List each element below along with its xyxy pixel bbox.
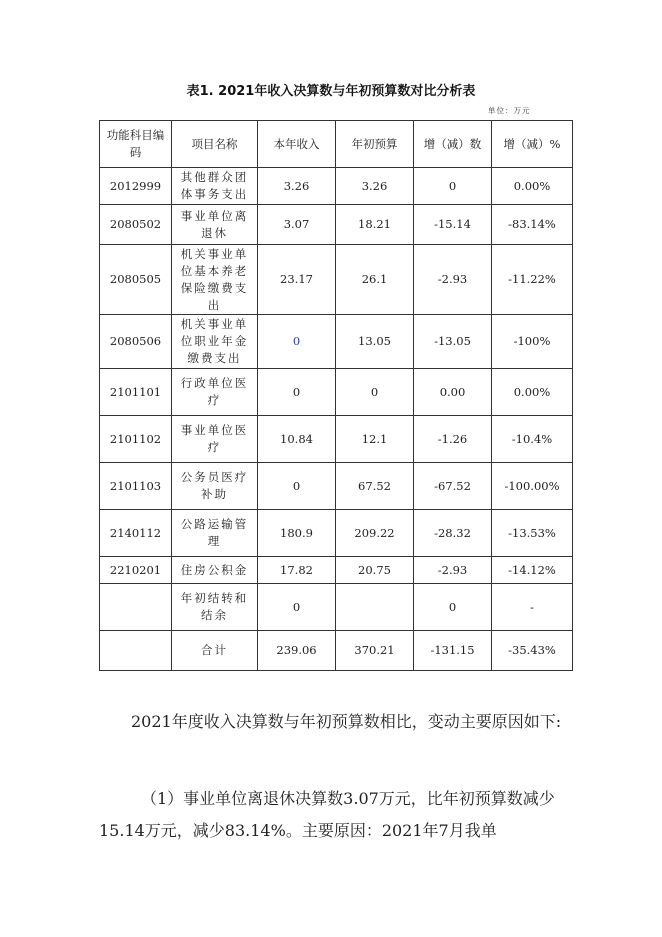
cell-change-percent: -11.22% xyxy=(492,245,573,315)
header-income: 本年收入 xyxy=(258,121,336,168)
table-row xyxy=(100,463,573,510)
table-row xyxy=(100,315,573,369)
cell-budget xyxy=(336,584,414,631)
cell-budget: 18.21 xyxy=(336,205,414,245)
cell-change-percent: - xyxy=(492,584,573,631)
header-change-percent: 增（减）% xyxy=(492,121,573,168)
cell-code: 2012999 xyxy=(100,168,172,205)
cell-change: 0 xyxy=(414,584,492,631)
cell-code: 2140112 xyxy=(100,510,172,557)
cell-code: 2080505 xyxy=(100,245,172,315)
cell-code xyxy=(100,584,172,631)
cell-code: 2080506 xyxy=(100,315,172,369)
cell-budget: 20.75 xyxy=(336,557,414,584)
cell-income: 10.84 xyxy=(258,416,336,463)
cell-income: 23.17 xyxy=(258,245,336,315)
cell-budget: 67.52 xyxy=(336,463,414,510)
table-row xyxy=(100,369,573,416)
cell-change-percent: 0.00% xyxy=(492,369,573,416)
cell-change-percent: 0.00% xyxy=(492,168,573,205)
table-row xyxy=(100,205,573,245)
table-row xyxy=(100,557,573,584)
cell-code: 2101103 xyxy=(100,463,172,510)
cell-item-name: 事业单位医疗 xyxy=(172,416,258,463)
cell-change: 0 xyxy=(414,168,492,205)
cell-change: -15.14 xyxy=(414,205,492,245)
cell-item-name: 公务员医疗补助 xyxy=(172,463,258,510)
cell-income: 17.82 xyxy=(258,557,336,584)
cell-total-change: -131.15 xyxy=(414,631,492,671)
cell-item-name: 机关事业单位职业年金缴费支出 xyxy=(172,315,258,369)
cell-income: 3.26 xyxy=(258,168,336,205)
table-row xyxy=(100,416,573,463)
table-row xyxy=(100,584,573,631)
paragraph-intro: 2021年度收入决算数与年初预算数相比，变动主要原因如下: xyxy=(131,712,562,731)
paragraph-reason-1: （1）事业单位离退休决算数3.07万元，比年初预算数减少15.14万元，减少83.14%。主要原因：2021年7月我单 xyxy=(99,789,555,840)
cell-code xyxy=(100,631,172,671)
cell-item-name: 其他群众团体事务支出 xyxy=(172,168,258,205)
cell-item-name: 机关事业单位基本养老保险缴费支出 xyxy=(172,245,258,315)
header-budget: 年初预算 xyxy=(336,121,414,168)
cell-item-name: 公路运输管理 xyxy=(172,510,258,557)
cell-change: -2.93 xyxy=(414,245,492,315)
cell-change-percent: -14.12% xyxy=(492,557,573,584)
cell-total-label: 合计 xyxy=(172,631,258,671)
cell-change: -13.05 xyxy=(414,315,492,369)
header-code: 功能科目编码 xyxy=(100,121,172,168)
cell-change: -28.32 xyxy=(414,510,492,557)
cell-item-name: 住房公积金 xyxy=(172,557,258,584)
cell-total-income: 239.06 xyxy=(258,631,336,671)
cell-budget: 12.1 xyxy=(336,416,414,463)
cell-change: -67.52 xyxy=(414,463,492,510)
cell-change: -2.93 xyxy=(414,557,492,584)
cell-change: 0.00 xyxy=(414,369,492,416)
cell-income: 3.07 xyxy=(258,205,336,245)
cell-income: 180.9 xyxy=(258,510,336,557)
cell-change-percent: -100% xyxy=(492,315,573,369)
cell-change-percent: -83.14% xyxy=(492,205,573,245)
cell-item-name: 事业单位离退休 xyxy=(172,205,258,245)
cell-budget: 26.1 xyxy=(336,245,414,315)
cell-budget: 209.22 xyxy=(336,510,414,557)
cell-change-percent: -13.53% xyxy=(492,510,573,557)
table-row xyxy=(100,168,573,205)
cell-change-percent: -10.4% xyxy=(492,416,573,463)
cell-code: 2080502 xyxy=(100,205,172,245)
cell-income: 0 xyxy=(258,369,336,416)
cell-code: 2101102 xyxy=(100,416,172,463)
cell-code: 2101101 xyxy=(100,369,172,416)
cell-code: 2210201 xyxy=(100,557,172,584)
cell-total-budget: 370.21 xyxy=(336,631,414,671)
cell-total-change-percent: -35.43% xyxy=(492,631,573,671)
header-change: 增（减）数 xyxy=(414,121,492,168)
cell-change: -1.26 xyxy=(414,416,492,463)
budget-comparison-table xyxy=(99,120,573,671)
cell-income: 0 xyxy=(258,584,336,631)
unit-label: 单位：万元 xyxy=(488,106,531,115)
table-row xyxy=(100,245,573,315)
cell-budget: 13.05 xyxy=(336,315,414,369)
cell-change-percent: -100.00% xyxy=(492,463,573,510)
cell-item-name: 行政单位医疗 xyxy=(172,369,258,416)
header-item-name: 项目名称 xyxy=(172,121,258,168)
cell-budget: 3.26 xyxy=(336,168,414,205)
table-title: 表1. 2021年收入决算数与年初预算数对比分析表 xyxy=(186,84,476,99)
cell-income: 0 xyxy=(258,463,336,510)
cell-budget: 0 xyxy=(336,369,414,416)
table-row xyxy=(100,510,573,557)
cell-income: 0 xyxy=(258,315,336,369)
table-header-row xyxy=(100,121,573,168)
cell-item-name: 年初结转和结余 xyxy=(172,584,258,631)
table-total-row xyxy=(100,631,573,671)
